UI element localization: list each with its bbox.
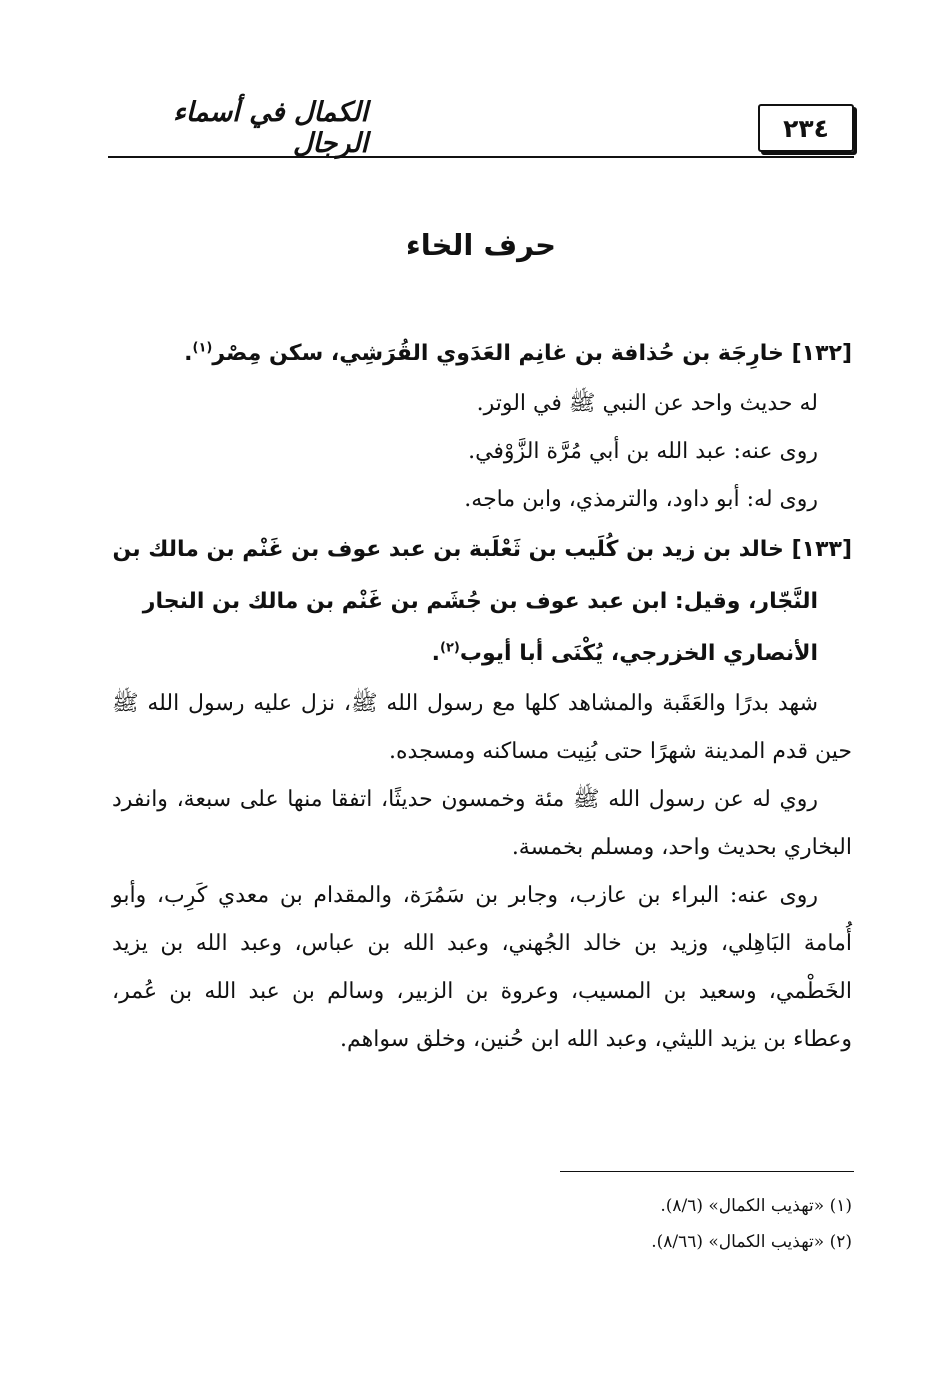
entry-end: . [431, 641, 441, 666]
entry-name-line3-wrap [112, 628, 852, 680]
page-header [108, 97, 854, 159]
entry-line: روى له: أبو داود، والترمذي، وابن ماجه. [464, 487, 818, 512]
entry-paragraph: روي له عن رسول الله ﷺ مئة وخمسون حديثًا، اتفقا منها على سبعة، وانفرد البخاري بحديث واحد، ومسلم بخمسة. [112, 787, 852, 860]
entry-name-line2: النَّجّار، وقيل: ابن عبد عوف بن جُشَم بن غَنْم بن مالك بن النجار [142, 589, 818, 614]
entry-heading-133 [112, 524, 852, 680]
entry-paragraph: شهد بدرًا والعَقَبة والمشاهد كلها مع رسول الله ﷺ، نزل عليه رسول الله ﷺ حين قدم المدينة شهرًا حتى بُنِيت مساكنه ومسجده. [112, 691, 852, 764]
page-number: ٢٣٤ [758, 104, 854, 152]
entry-line: له حديث واحد عن النبي ﷺ في الوتر. [476, 391, 818, 416]
entry-end: . [184, 341, 193, 366]
entry-heading-132 [112, 328, 852, 380]
footnote-rule [560, 1171, 854, 1172]
footnote-ref: (٢) [440, 640, 460, 656]
entry-paragraph: روى عنه: البراء بن عازب، وجابر بن سَمُرَة، والمقدام بن معدي كَرِب، وأبو أُمامة البَاهِلي، وزيد بن خالد الجُهني، وعبد الله بن عباس، وعبد الله بن يزيد الخَطْمي، وسعيد بن المسيب، وعروة بن الزبير، وسالم بن عبد الله بن عُمر، وعطاء بن يزيد الليثي، وعبد الله ابن حُنين، وخلق سواهم. [112, 883, 852, 1052]
entry-number: [١٣٢] [791, 341, 852, 366]
footnote: (١) «تهذيب الكمال» (٨/٦). [660, 1196, 852, 1216]
entry-name: خارِجَة بن حُذافة بن غانِم العَدَوي القُرَشِي، سكن مِصْر [212, 341, 784, 366]
entry-line: روى عنه: عبد الله بن أبي مُرَّة الزَّوْفي. [468, 439, 818, 464]
running-title: الكمال في أسماء الرجال [173, 97, 368, 159]
entry-number: [١٣٣] [791, 537, 852, 562]
body-text [112, 328, 852, 1064]
header-rule [108, 156, 854, 158]
entry-name-line3: الأنصاري الخزرجي، يُكْنَى أبا أيوب [459, 641, 818, 666]
footnotes [112, 1188, 852, 1260]
entry-name-line1: خالد بن زيد بن كُلَيب بن ثَعْلَبة بن عبد عوف بن غَنْم بن مالك بن [112, 537, 784, 562]
section-title: حرف الخاء [405, 228, 557, 262]
footnote: (٢) «تهذيب الكمال» (٨/٦٦). [651, 1232, 852, 1252]
footnote-ref: (١) [192, 340, 213, 356]
